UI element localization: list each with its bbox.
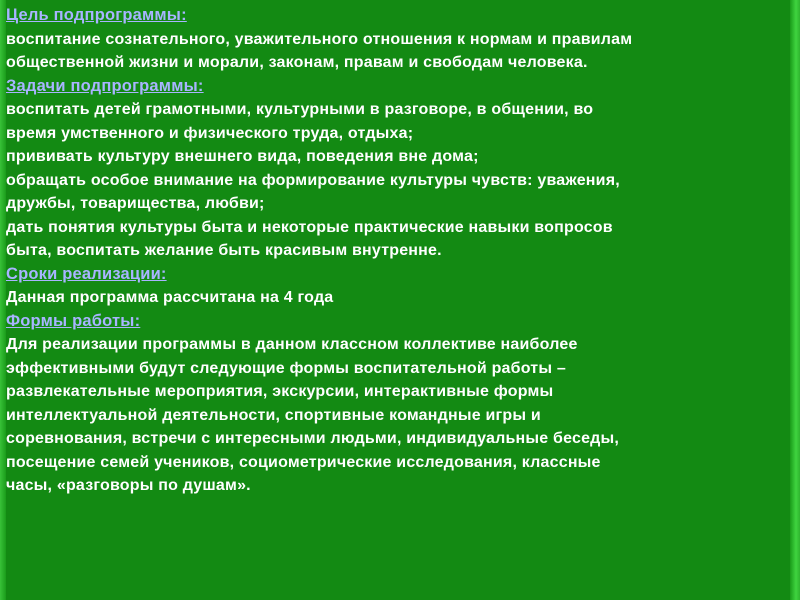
tasks-text-line: дружбы, товарищества, любви; (6, 195, 265, 212)
tasks-heading: Задачи подпрограммы: (6, 76, 204, 95)
forms-heading: Формы работы: (6, 311, 141, 330)
tasks-text-line: дать понятия культуры быта и некоторые практические навыки вопросов (6, 218, 613, 236)
tasks-text-line: обращать особое внимание на формирование культуры чувств: уважения, (6, 171, 620, 189)
slide-content (6, 4, 786, 498)
goal-text-line: общественной жизни и морали, законам, правам и свободам человека. (6, 54, 588, 71)
timeline-text-line: Данная программа рассчитана на 4 года (6, 289, 334, 306)
forms-text-line: развлекательные мероприятия, экскурсии, интерактивные формы (6, 383, 554, 400)
forms-text-line: Для реализации программы в данном классном коллективе наиболее (6, 336, 578, 353)
tasks-text-line: быта, воспитать желание быть красивым внутренне. (6, 242, 442, 259)
tasks-text-line: воспитать детей грамотными, культурными в разговоре, в общении, во (6, 101, 594, 118)
tasks-text-line: прививать культуру внешнего вида, поведения вне дома; (6, 148, 479, 165)
forms-text-line: интеллектуальной деятельности, спортивные командные игры и (6, 406, 541, 424)
goal-text-line: воспитание сознательного, уважительного отношения к нормам и правилам (6, 30, 633, 48)
forms-text-line: часы, «разговоры по душам». (6, 477, 251, 494)
goal-heading: Цель подпрограммы: (6, 6, 187, 24)
slide-right-edge (790, 0, 800, 600)
forms-text-line: соревнования, встречи с интересными людьми, индивидуальные беседы, (6, 430, 620, 447)
forms-text-line: эффективными будут следующие формы воспитательной работы – (6, 359, 566, 377)
timeline-heading: Сроки реализации: (6, 264, 167, 283)
forms-text-line: посещение семей учеников, социометрические исследования, классные (6, 453, 601, 471)
tasks-text-line: время умственного и физического труда, отдыха; (6, 124, 414, 142)
